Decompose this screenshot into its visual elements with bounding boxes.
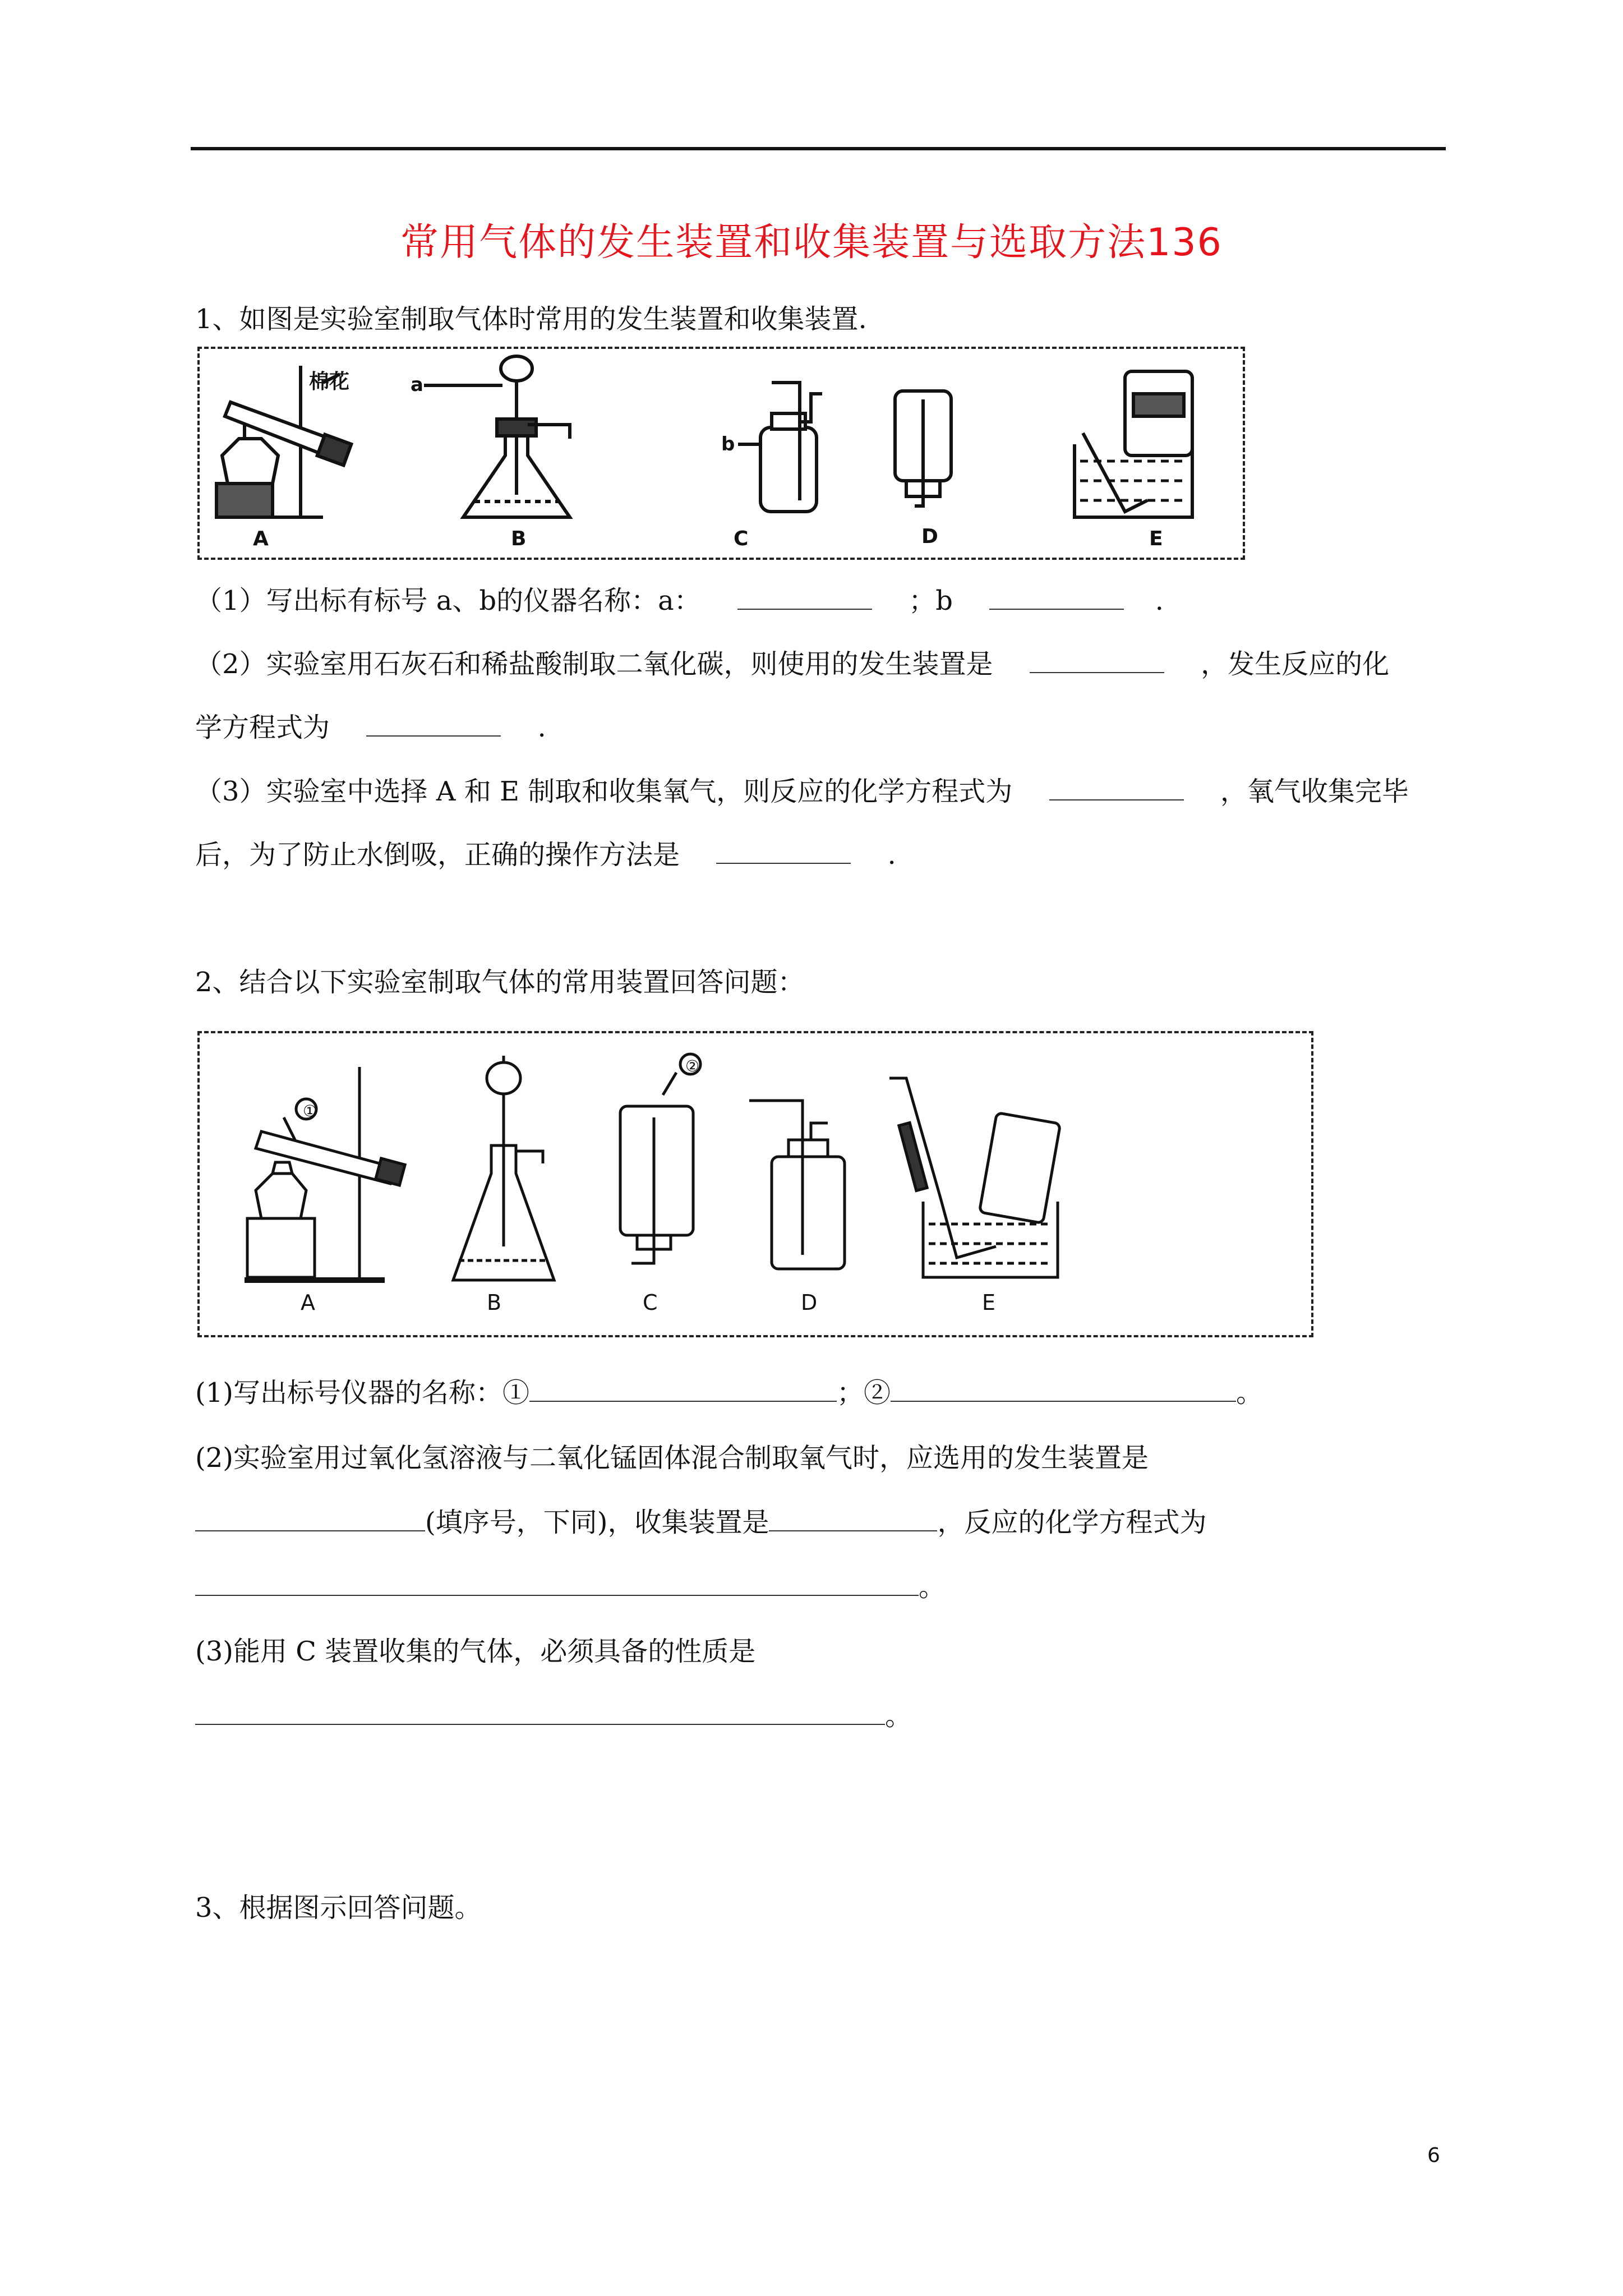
q2-part2-line2-mid: (填序号，下同)，收集装置是 <box>425 1507 769 1538</box>
q1-part2-line2 <box>195 706 546 744</box>
q1-part3-line2-end: . <box>887 839 896 871</box>
q2-blank-collector[interactable] <box>769 1530 937 1531</box>
q1-part2-line2-end: . <box>537 712 546 743</box>
q2-part3-line2 <box>195 1694 912 1733</box>
q2-blank-equation[interactable] <box>195 1595 919 1596</box>
label-fig1-E: E <box>1149 527 1163 550</box>
q1-part3-line2 <box>195 833 896 872</box>
q1-part1-text: （1）写出标有标号 a、b的仪器名称：a： <box>195 585 701 616</box>
q2-part3-line1: (3)能用 C 装置收集的气体，必须具备的性质是 <box>195 1636 756 1667</box>
label-fig2-D: D <box>801 1290 818 1315</box>
q2-blank-2[interactable] <box>891 1401 1236 1402</box>
q1-apparatus-d <box>895 391 951 506</box>
q2-blank-generator[interactable] <box>195 1530 425 1531</box>
q1-part1-sep: ；b <box>909 585 953 616</box>
label-fig1-A: A <box>253 527 269 550</box>
q1-blank-a[interactable] <box>737 609 872 610</box>
q1-part3-line1 <box>195 770 1409 808</box>
q2-part2-line3-end: 。 <box>919 1571 946 1603</box>
label-fig2-B: B <box>487 1290 502 1315</box>
q2-part1 <box>195 1371 1263 1410</box>
label-a: a <box>411 374 423 396</box>
q1-figure <box>197 347 1245 560</box>
page-number: 6 <box>1427 2144 1440 2167</box>
q1-blank-oxygen-equation[interactable] <box>1049 799 1184 800</box>
q3-intro: 3、根据图示回答问题。 <box>195 1892 482 1924</box>
q1-blank-generator[interactable] <box>1030 672 1164 673</box>
q2-part1-text: (1)写出标号仪器的名称：① <box>195 1377 529 1409</box>
q1-part2-line2-text: 学方程式为 <box>195 712 330 743</box>
q1-blank-operation[interactable] <box>716 863 851 864</box>
q1-apparatus-b <box>424 356 570 517</box>
q1-part1-end: . <box>1155 585 1164 616</box>
q1-part3-text: （3）实验室中选择 A 和 E 制取和收集氧气，则反应的化学方程式为 <box>195 776 1013 807</box>
q2-intro: 2、结合以下实验室制取气体的常用装置回答问题： <box>195 967 805 998</box>
q1-part2-text: （2）实验室用石灰石和稀盐酸制取二氧化碳，则使用的发生装置是 <box>195 648 993 680</box>
page-title: 常用气体的发生装置和收集装置与选取方法136 <box>400 220 1223 265</box>
q1-part3-line2-text: 后，为了防止水倒吸，正确的操作方法是 <box>195 839 680 871</box>
q2-part1-sep: ；② <box>837 1377 891 1409</box>
label-fig1-D: D <box>921 525 938 548</box>
q1-blank-equation[interactable] <box>366 735 501 737</box>
label-fig2-C: C <box>643 1290 658 1315</box>
q1-apparatus-drawing <box>200 349 1247 562</box>
q1-blank-b[interactable] <box>989 609 1124 610</box>
q1-part1 <box>195 579 1164 618</box>
label-fig1-B: B <box>511 527 527 550</box>
q2-figure <box>197 1031 1313 1337</box>
q1-apparatus-e <box>1075 371 1192 517</box>
q1-part2-text-end: ，发生反应的化 <box>1201 648 1390 680</box>
header-rule <box>191 147 1446 150</box>
q1-apparatus-c <box>738 383 822 512</box>
q2-apparatus-c <box>620 1054 700 1263</box>
label-circle-1: ① <box>303 1102 317 1120</box>
q2-apparatus-d <box>749 1101 845 1269</box>
q2-part2-line2 <box>195 1501 1206 1539</box>
q1-intro: 1、如图是实验室制取气体时常用的发生装置和收集装置. <box>195 303 867 335</box>
q1-part2-line1 <box>195 642 1389 681</box>
label-circle-2: ② <box>685 1057 700 1075</box>
q2-part1-end: 。 <box>1236 1377 1264 1409</box>
label-fig2-A: A <box>301 1290 315 1315</box>
label-b: b <box>721 433 735 455</box>
q2-apparatus-b <box>453 1056 554 1280</box>
q2-part2-line1: (2)实验室用过氧化氢溶液与二氧化锰固体混合制取氧气时，应选用的发生装置是 <box>195 1442 1149 1474</box>
q2-blank-1[interactable] <box>529 1401 837 1402</box>
q2-part2-line3 <box>195 1565 946 1604</box>
q2-part3-line2-end: 。 <box>885 1700 912 1732</box>
label-cotton: 棉花 <box>309 370 350 393</box>
q2-part2-line2-end: ，反应的化学方程式为 <box>937 1507 1207 1538</box>
q1-part3-text-end: ，氧气收集完毕 <box>1220 776 1409 807</box>
label-fig1-C: C <box>734 527 749 550</box>
q2-blank-property[interactable] <box>195 1724 885 1725</box>
q2-apparatus-e <box>889 1078 1061 1277</box>
label-fig2-E: E <box>982 1290 996 1315</box>
q2-apparatus-a <box>245 1067 405 1280</box>
q2-apparatus-drawing <box>200 1033 1316 1340</box>
